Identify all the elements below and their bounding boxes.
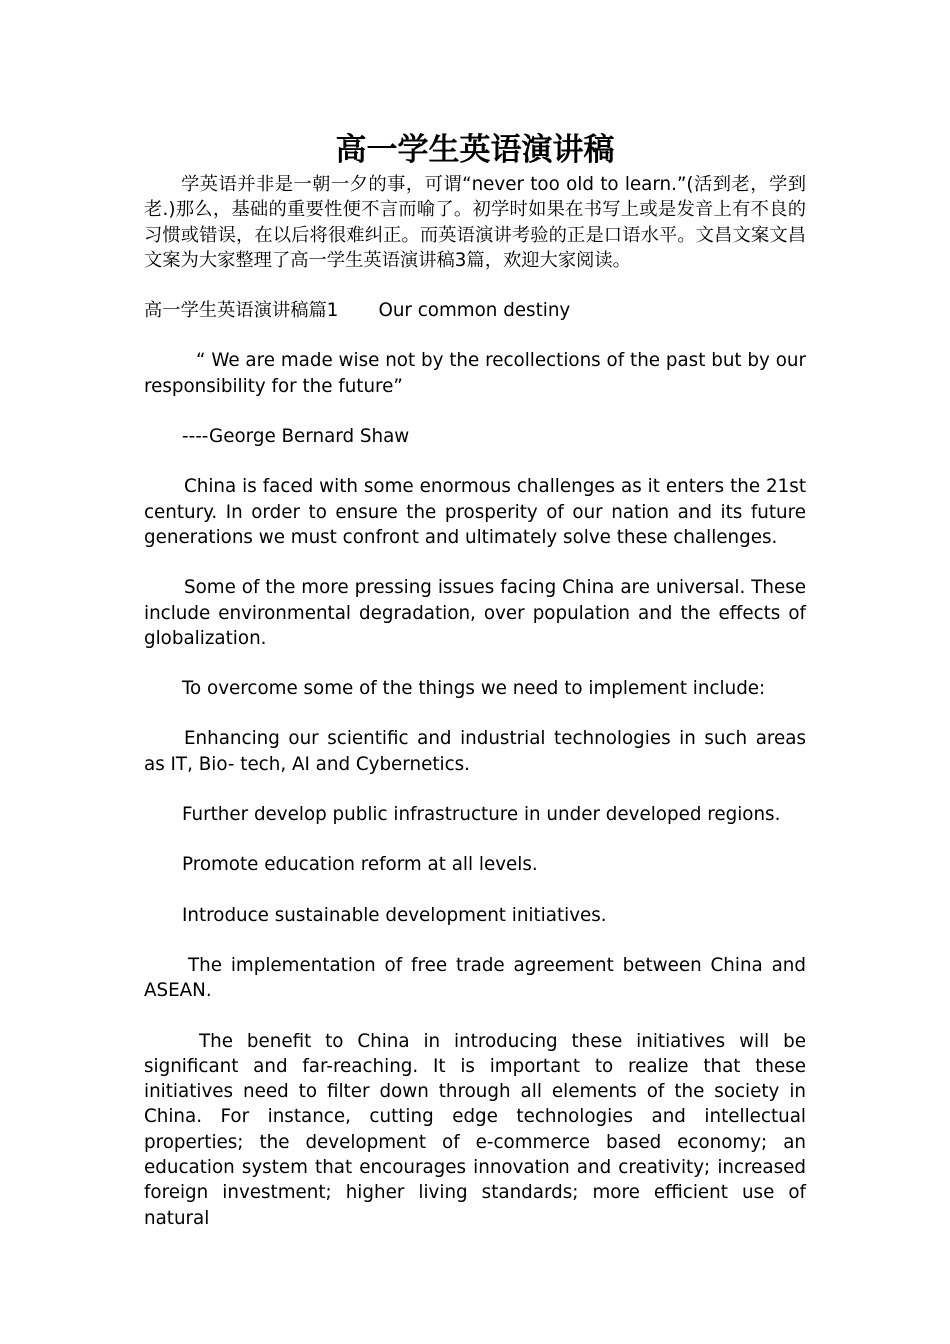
body-paragraph: The implementation of free trade agreement between China and ASEAN. xyxy=(144,954,806,1002)
intro-paragraph: 学英语并非是一朝一夕的事，可谓“never too old to learn.”(活到老，学到老.)那么，基础的重要性便不言而喻了。初学时如果在书写上或是发音上有不良的习惯或错误，在以后将很难纠正。而英语演讲考验的正是口语水平。文昌文案文昌文案为大家整理了高一学生英语演讲稿3篇，欢迎大家阅读。 xyxy=(144,174,806,271)
document-title: 高一学生英语演讲稿 xyxy=(335,132,615,168)
section-heading xyxy=(144,298,806,323)
body-paragraph: Enhancing our scientific and industrial technologies in such areas as IT, Bio- tech, AI and Cybernetics. xyxy=(144,728,806,775)
body-paragraph: The benefit to China in introducing these initiatives will be significant and far-reaching. It is important to realize that these initiatives need to filter down through all elements of the society in China. For instance, cutting edge technologies and intellectual properties; the development of e-commerce based economy; an education system that encourages innovation and creativity; increased foreign investment; higher living standards; more efficient use of natural xyxy=(144,1030,806,1229)
body-paragraph: Promote education reform at all levels. xyxy=(182,854,538,876)
section-title: Our common destiny xyxy=(378,300,571,322)
body-paragraph: Introduce sustainable development initiatives. xyxy=(182,904,607,926)
quote-paragraph: “ We are made wise not by the recollections of the past but by our responsibility for the future” xyxy=(144,350,806,397)
quote-attribution: ----George Bernard Shaw xyxy=(182,426,410,448)
body-paragraph: To overcome some of the things we need to implement include: xyxy=(182,678,766,700)
section-label: 高一学生英语演讲稿篇1 xyxy=(144,300,339,322)
body-paragraph: Further develop public infrastructure in under developed regions. xyxy=(182,804,781,826)
body-paragraph: Some of the more pressing issues facing China are universal. These include environmental degradation, over population and the effects of globalization. xyxy=(144,577,806,649)
document-body xyxy=(144,128,806,1256)
body-paragraph: China is faced with some enormous challenges as it enters the 21st century. In order to ensure the prosperity of our nation and its future generations we must confront and ultimately solve these challenges. xyxy=(144,476,806,548)
